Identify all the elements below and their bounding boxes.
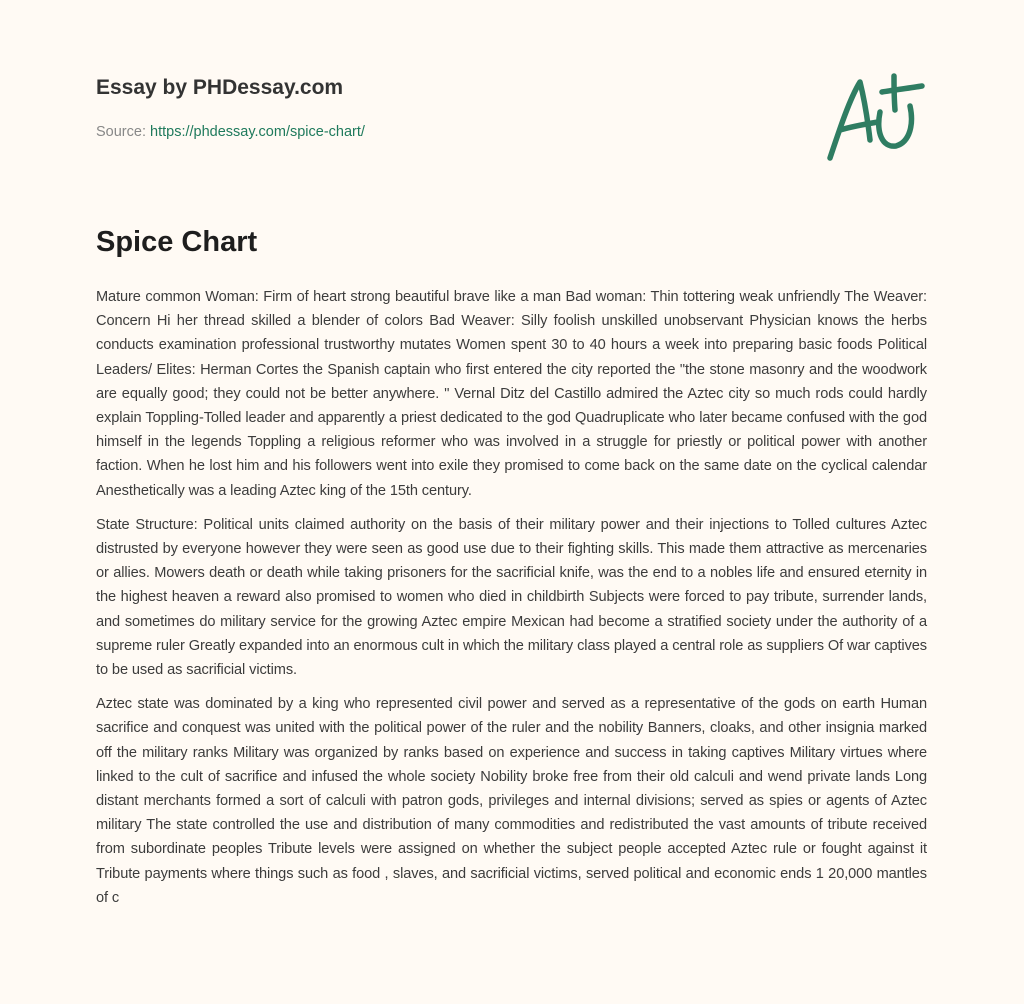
paragraph: State Structure: Political units claimed authority on the basis of their military power and their injections to Tolled cultures Aztec distrusted by everyone however they were seen as good use due to their fighting skills. This made them attractive as mercenaries or allies. Mowers death or death while taking prisoners for the sacrificial knife, was the end to a nobles life and ensured eternity in the highest heaven a reward also promised to women who died in childbirth Subjects were forced to pay tribute, surrender lands, and sometimes do military service for the growing Aztec empire Mexican had become a stratified society under the authority of a supreme ruler Greatly expanded into an enormous cult in which the military class played a central role as suppliers Of war captives to be used as sacrificial victims.	[96, 516, 927, 679]
site-brand: Essay by PHDessay.com	[96, 76, 344, 99]
paragraph: Mature common Woman: Firm of heart strong beautiful brave like a man Bad woman: Thin tottering weak unfriendly The Weaver: Concern Hi her thread skilled a blender of colors Bad Weaver: Silly foolish unskilled unobservant Physician knows the herbs conducts examination professional trustworthy mutates Women spent 30 to 40 hours a week into preparing basic foods Political Leaders/ Elites: Herman Cortes the Spanish captain who first entered the city reported the "the stone masonry and the woodwork are equally good; they could not be better anywhere. " Vernal Ditz del Castillo admired the Aztec city so much rods could hardly explain Toppling-Tolled leader and apparently a priest dedicated to the god Quadruplicate who later became confused with the god himself in the legends Toppling a religious reformer who was involved in a struggle for priestly or political power with another faction. When he lost him and his followers went into exile they promised to come back on the same date on the cyclical calendar Anesthetically was a leading Aztec king of the 15th century.	[96, 289, 927, 499]
a-plus-logo-icon	[818, 68, 930, 168]
article-title: Spice Chart	[96, 226, 258, 258]
source-label: Source:	[96, 124, 146, 140]
source-line	[96, 124, 365, 140]
article-body	[96, 285, 927, 920]
paragraph: Aztec state was dominated by a king who represented civil power and served as a representative of the gods on earth Human sacrifice and conquest was united with the political power of the ruler and the nobility Banners, cloaks, and other insignia marked off the military ranks Military was organized by ranks based on experience and success in taking captives Military virtues where linked to the cult of sacrifice and infused the whole society Nobility broke free from their old calculi and wend private lands Long distant merchants formed a sort of calculi with patron gods, privileges and internal divisions; served as spies or agents of Aztec military The state controlled the use and distribution of many commodities and redistributed the vast amounts of tribute received from subordinate peoples Tribute levels were assigned on whether the subject people accepted Aztec rule or fought against it Tribute payments where things such as food , slaves, and sacrificial victims, served political and economic ends 1 20,000 mantles of c	[96, 696, 927, 906]
source-link[interactable]: https://phdessay.com/spice-chart/	[150, 124, 365, 140]
